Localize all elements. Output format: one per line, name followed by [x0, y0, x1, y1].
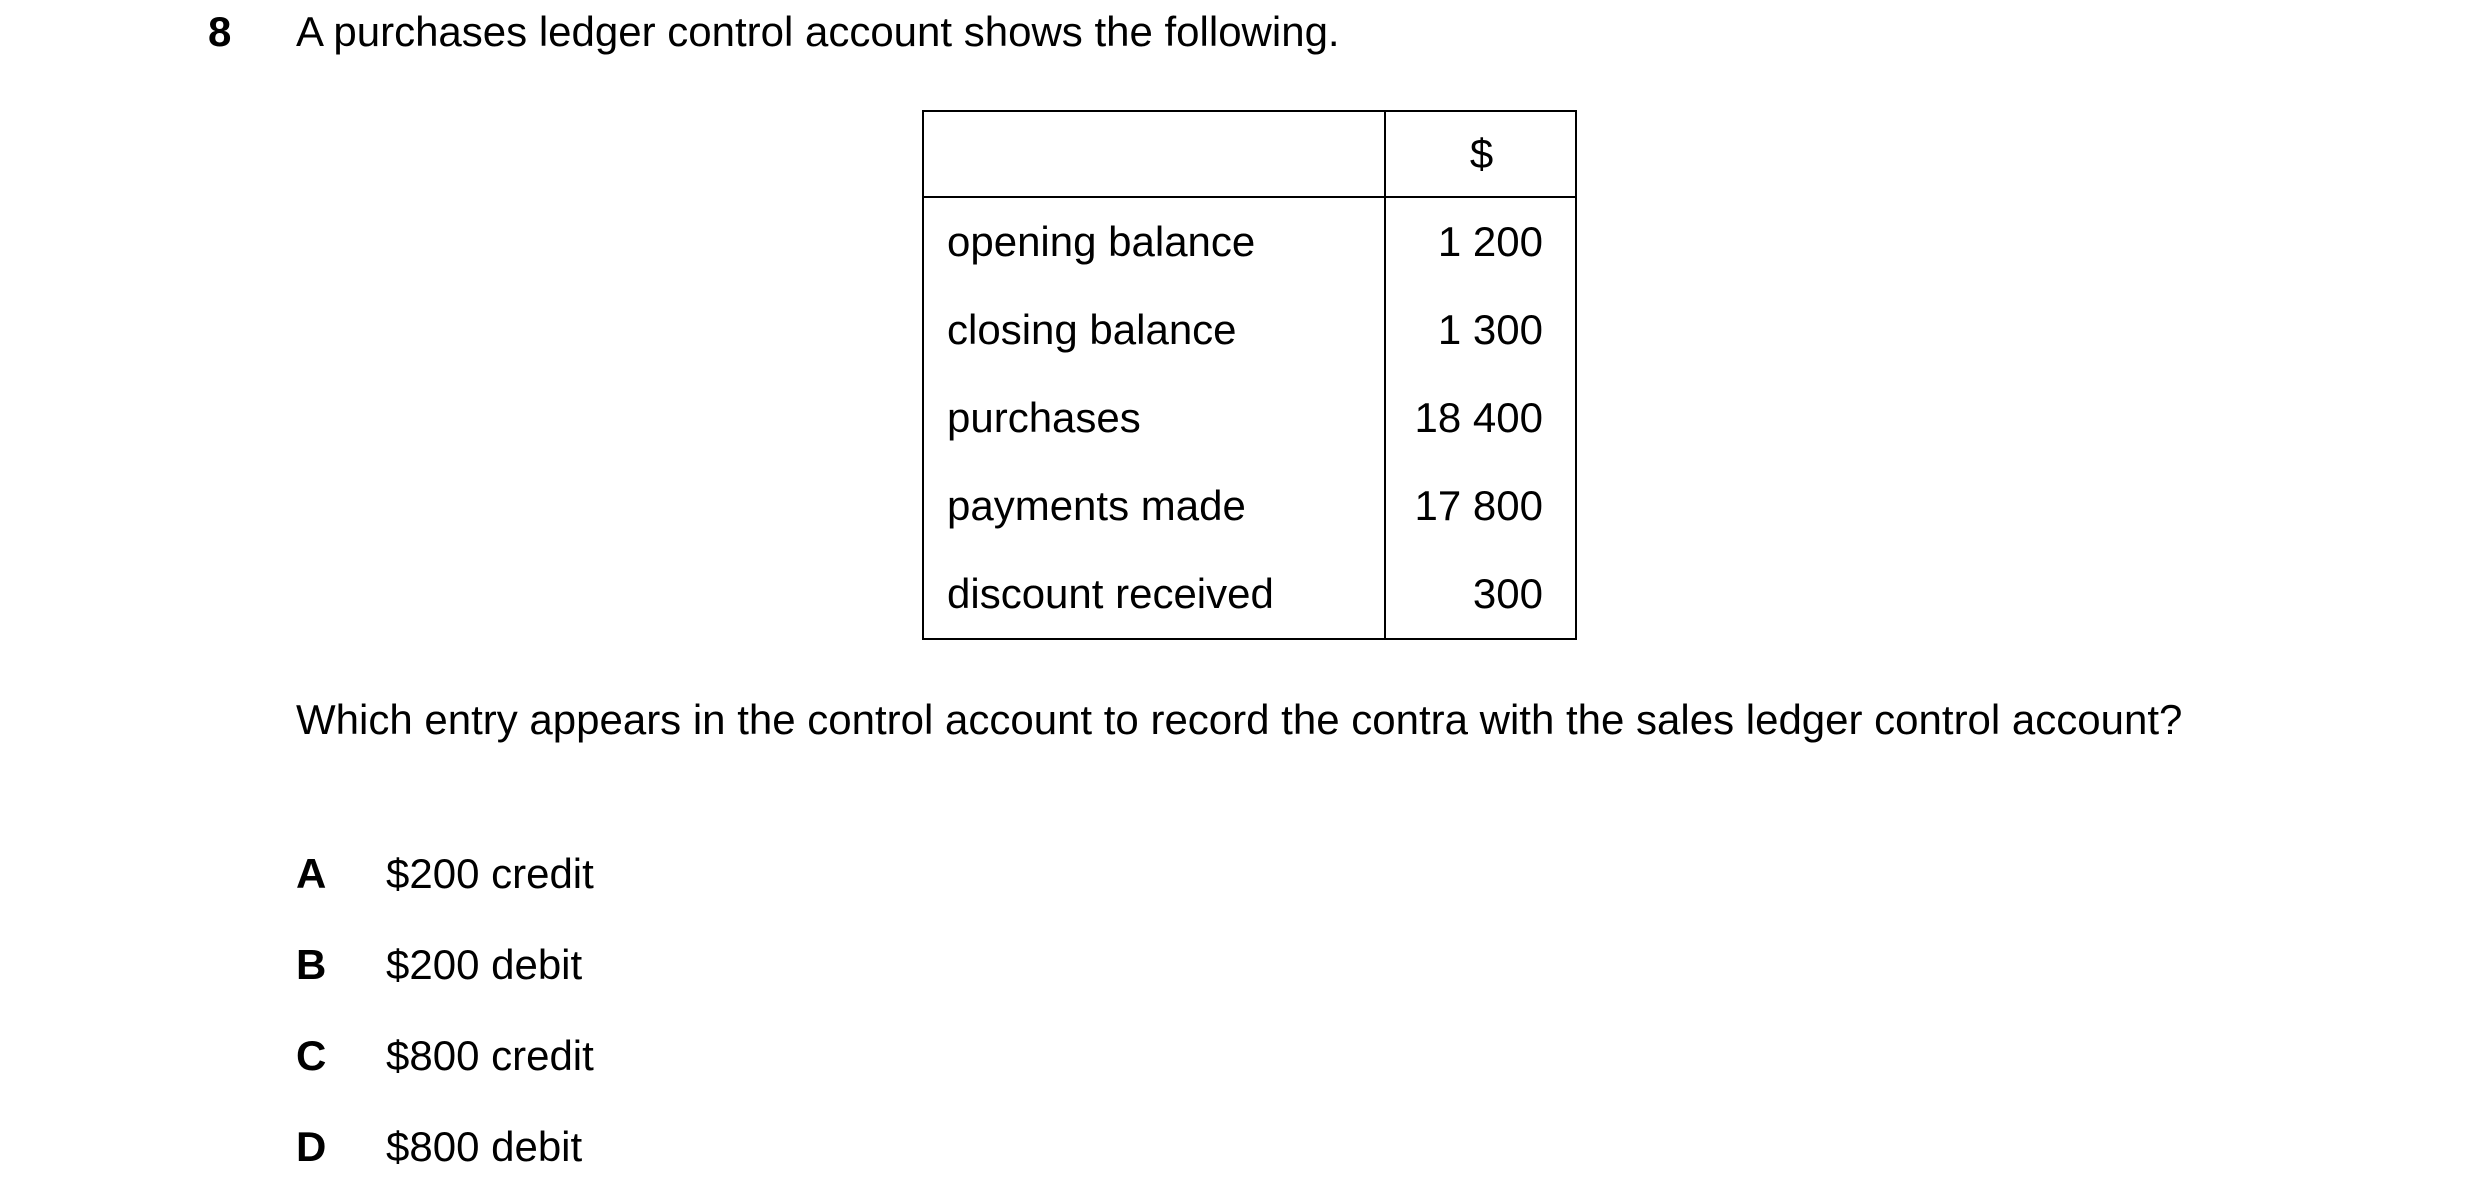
currency-header: $ [1469, 130, 1494, 177]
option-letter: B [296, 941, 327, 988]
row-label: discount received [947, 570, 1274, 617]
option-letter: C [296, 1032, 327, 1079]
row-amount: 17 800 [1414, 482, 1543, 529]
table-row [924, 550, 1575, 638]
question-number: 8 [208, 8, 232, 55]
table-row [924, 374, 1575, 462]
row-label: closing balance [947, 306, 1237, 353]
row-label: purchases [947, 394, 1141, 441]
row-amount: 1 300 [1437, 306, 1543, 353]
option-letter: A [296, 850, 327, 897]
question-stem: A purchases ledger control account shows the following. [296, 8, 1340, 55]
option-text: $800 credit [386, 1032, 594, 1079]
question-text: Which entry appears in the control account to record the contra with the sales ledger control account? [296, 696, 2183, 743]
ledger-table [922, 110, 1577, 640]
table-row [924, 286, 1575, 374]
row-amount: 300 [1472, 570, 1543, 617]
row-label: payments made [947, 482, 1246, 529]
option-text: $200 credit [386, 850, 594, 897]
option-text: $200 debit [386, 941, 583, 988]
row-label: opening balance [947, 218, 1256, 265]
option-text: $800 debit [386, 1123, 583, 1170]
row-amount: 1 200 [1437, 218, 1543, 265]
option-letter: D [296, 1123, 327, 1170]
row-amount: 18 400 [1414, 394, 1543, 441]
table-row [924, 198, 1575, 286]
table-row [924, 462, 1575, 550]
